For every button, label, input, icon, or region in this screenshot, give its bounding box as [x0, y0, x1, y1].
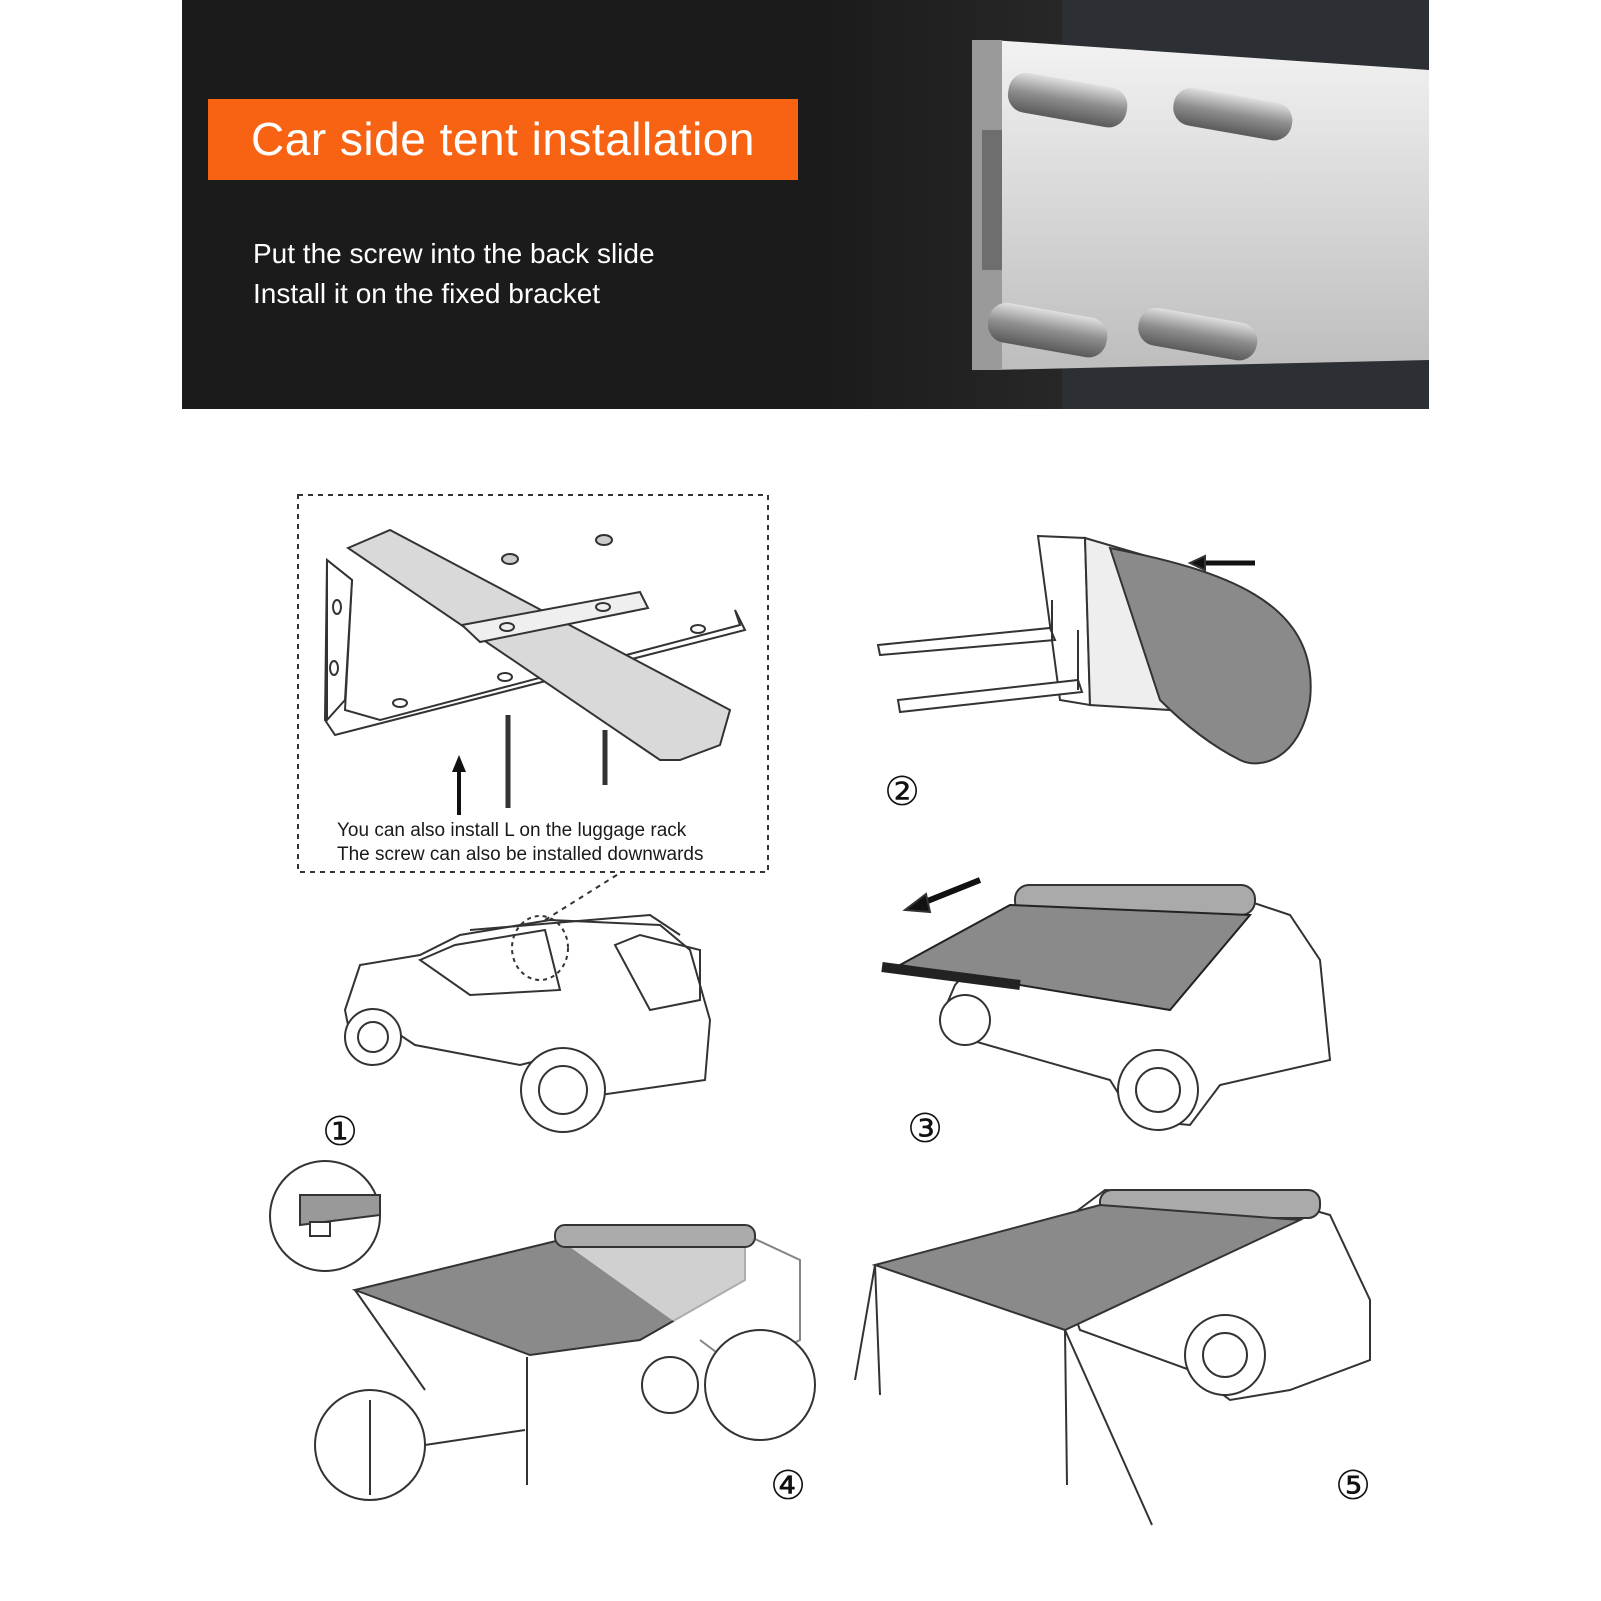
- awning-step-4: [270, 1161, 815, 1500]
- banner-instruction-1: Put the screw into the back slide: [253, 238, 655, 269]
- installation-diagram: [0, 420, 1601, 1601]
- bracket-note-2: The screw can also be installed downwards: [337, 844, 704, 865]
- slide-rail-step-2: [878, 536, 1311, 763]
- bracket-detail-box: [298, 495, 768, 872]
- step-5-number: ⑤: [1335, 1464, 1371, 1508]
- awning-step-5: [855, 1190, 1370, 1525]
- step-2-number: ②: [884, 770, 920, 814]
- banner-title: Car side tent installation: [208, 99, 798, 180]
- car-step-1: [345, 915, 710, 1132]
- step-3-number: ③: [907, 1107, 943, 1151]
- bracket-bolts-photo: [182, 0, 1429, 409]
- step-1-number: ①: [322, 1110, 358, 1154]
- header-banner: [182, 0, 1429, 409]
- bracket-note-1: You can also install L on the luggage rack: [337, 820, 687, 841]
- banner-instruction-2: Install it on the fixed bracket: [253, 278, 601, 309]
- step-4-number: ④: [770, 1464, 806, 1508]
- car-step-3: [882, 880, 1330, 1130]
